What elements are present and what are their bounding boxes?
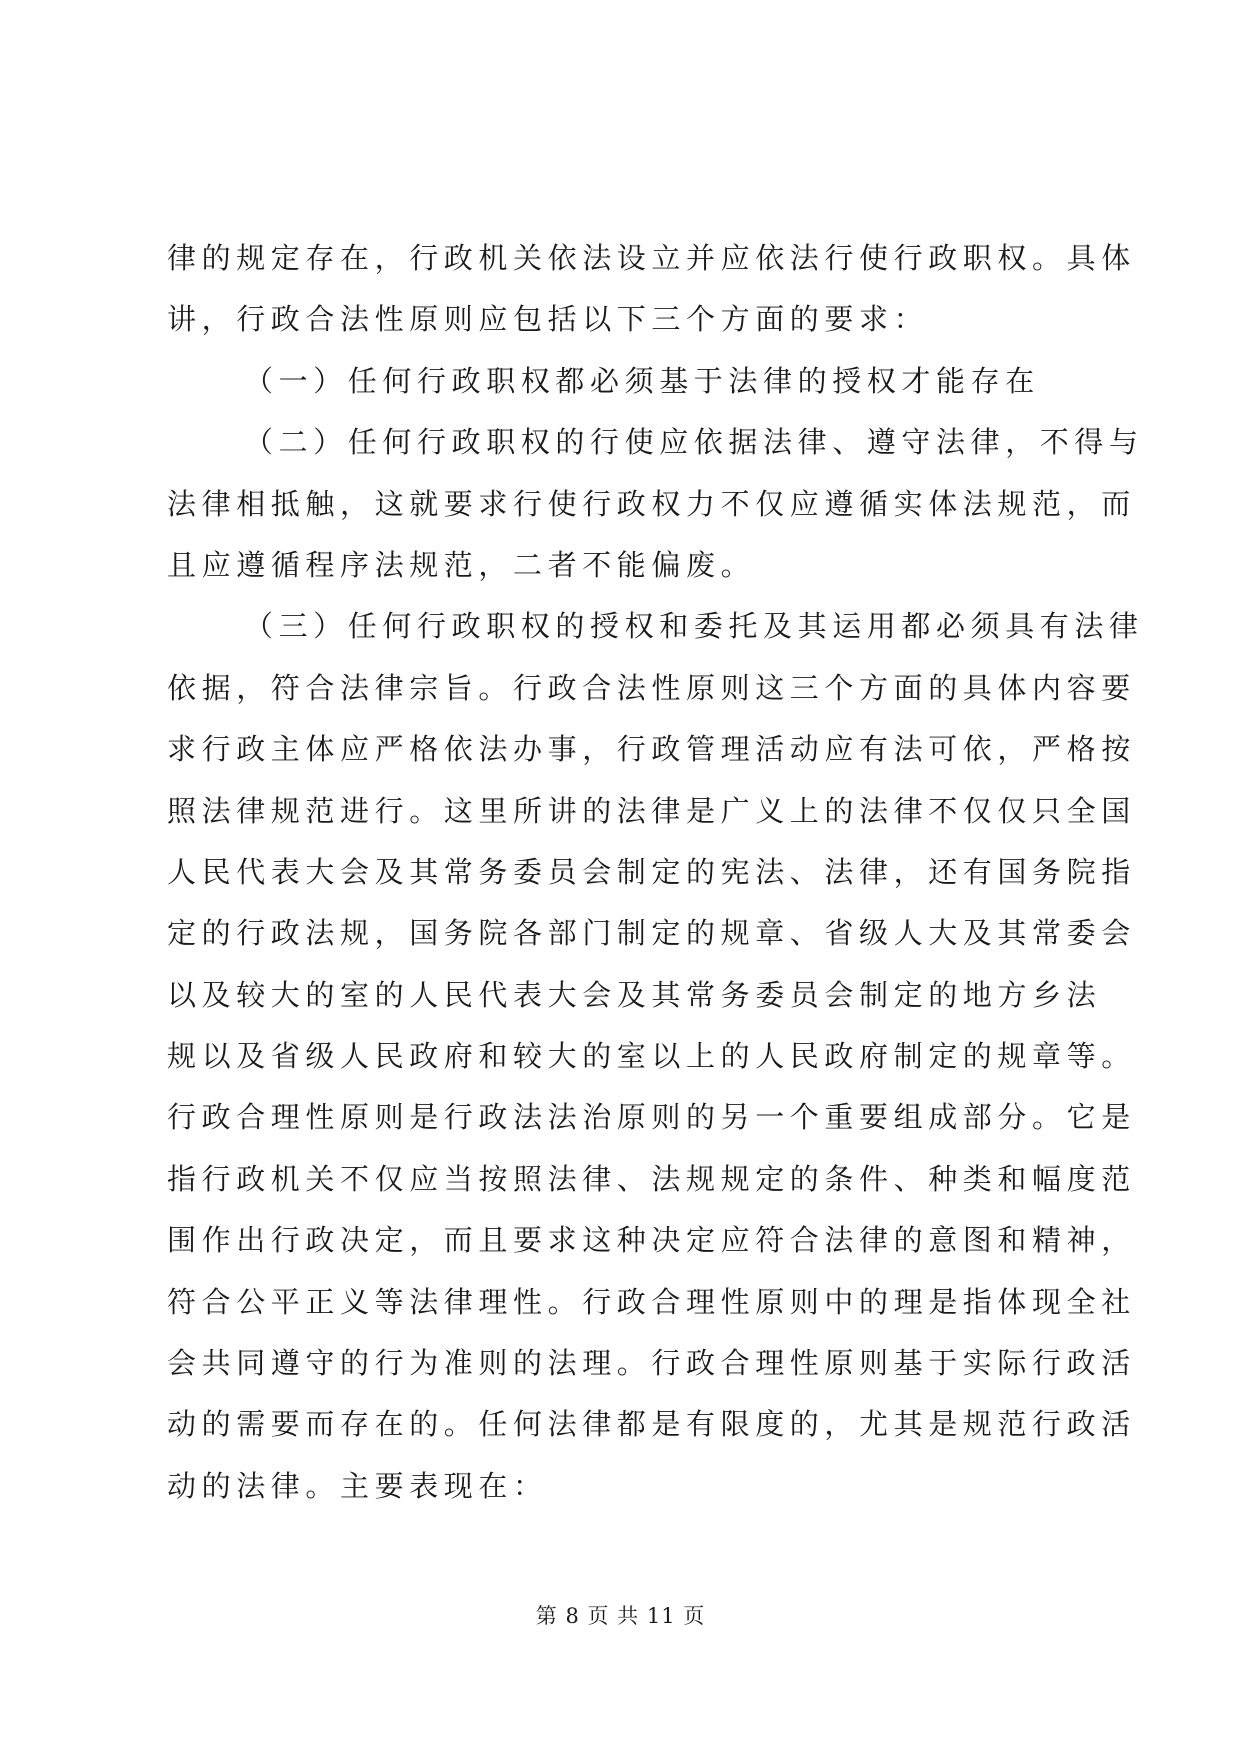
document-body: [167, 228, 1144, 1517]
text-line: 动的需要而存在的。任何法律都是有限度的，尤其是规范行政活: [167, 1407, 1136, 1442]
text-line: （二）任何行政职权的行使应依据法律、遵守法律，不得与: [244, 425, 1144, 460]
text-line: 定的行政法规，国务院各部门制定的规章、省级人大及其常委会: [167, 916, 1136, 951]
text-line: 照法律规范进行。这里所讲的法律是广义上的法律不仅仅只全国: [167, 793, 1136, 828]
text-line: 规以及省级人民政府和较大的室以上的人民政府制定的规章等。: [167, 1039, 1136, 1074]
text-line: 法律相抵触，这就要求行使行政权力不仅应遵循实体法规范，而: [167, 486, 1136, 521]
text-line: 围作出行政决定，而且要求这种决定应符合法律的意图和精神，: [167, 1223, 1136, 1258]
text-line: （三）任何行政职权的授权和委托及其运用都必须具有法律: [244, 609, 1144, 644]
text-line: 律的规定存在，行政机关依法设立并应依法行使行政职权。具体: [167, 241, 1136, 275]
text-line: 依据，符合法律宗旨。行政合法性原则这三个方面的具体内容要: [167, 670, 1136, 705]
text-line: 指行政机关不仅应当按照法律、法规规定的条件、种类和幅度范: [167, 1161, 1136, 1196]
text-line: 行政合理性原则是行政法法治原则的另一个重要组成部分。它是: [167, 1100, 1136, 1135]
text-line: 求行政主体应严格依法办事，行政管理活动应有法可依，严格按: [167, 732, 1136, 767]
text-line: 讲，行政合法性原则应包括以下三个方面的要求：: [167, 302, 929, 337]
text-line: （一）任何行政职权都必须基于法律的授权才能存在: [244, 363, 1040, 398]
text-line: 以及较大的室的人民代表大会及其常务委员会制定的地方乡法: [167, 977, 1102, 1012]
text-line: 会共同遵守的行为准则的法理。行政合理性原则基于实际行政活: [167, 1346, 1136, 1381]
text-line: 符合公平正义等法律理性。行政合理性原则中的理是指体现全社: [167, 1284, 1136, 1319]
page-footer: 第 8 页 共 11 页: [535, 1604, 706, 1628]
text-line: 且应遵循程序法规范，二者不能偏废。: [167, 547, 756, 582]
text-line: 动的法律。主要表现在：: [167, 1468, 548, 1503]
text-line: 人民代表大会及其常务委员会制定的宪法、法律，还有国务院指: [167, 854, 1136, 889]
